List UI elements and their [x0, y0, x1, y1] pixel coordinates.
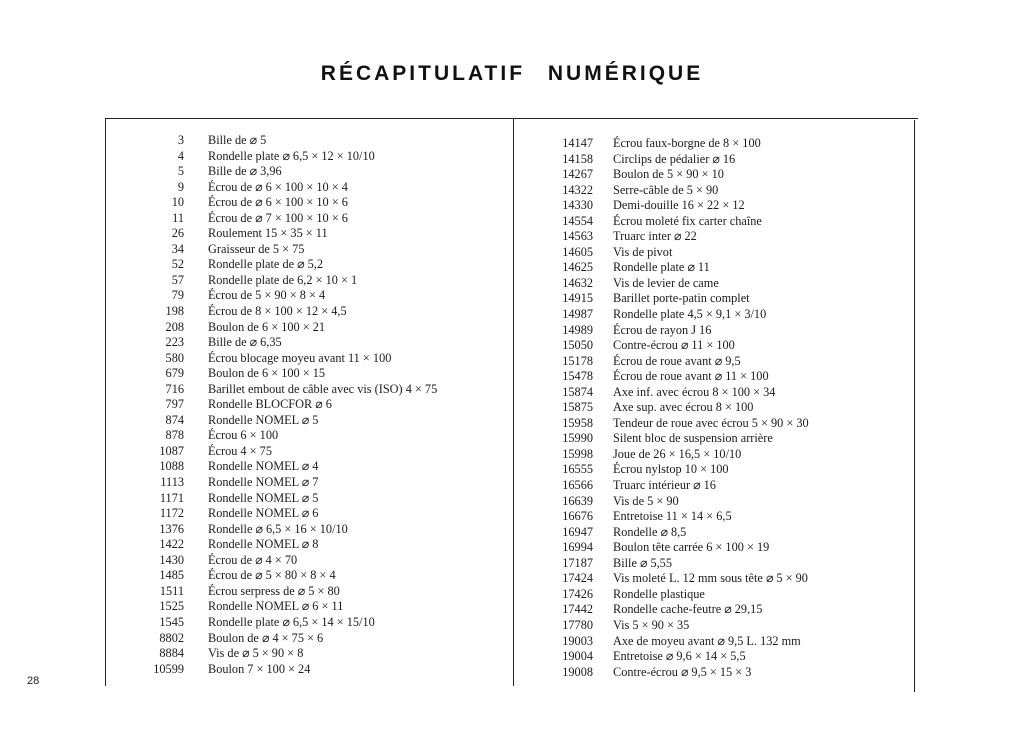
part-description: Rondelle plate 4,5 × 9,1 × 3/10: [613, 307, 767, 322]
part-description: Rondelle plastique: [613, 586, 705, 601]
part-number: 52: [171, 257, 184, 272]
part-description: Écrou de roue avant ⌀ 9,5: [613, 353, 741, 368]
part-number: 17780: [562, 617, 593, 632]
part-description: Rondelle ⌀ 8,5: [613, 524, 687, 539]
list-item: [110, 211, 510, 227]
list-item: [517, 400, 912, 416]
part-number: 4: [177, 148, 184, 163]
part-number: 1525: [159, 599, 184, 614]
part-number: 17424: [562, 571, 593, 586]
list-item: [517, 214, 912, 230]
page-title: RÉCAPITULATIF NUMÉRIQUE: [320, 62, 704, 85]
part-description: Rondelle NOMEL ⌀ 5: [208, 412, 319, 427]
part-description: Vis moleté L. 12 mm sous tête ⌀ 5 × 90: [613, 571, 808, 586]
part-description: Bille de ⌀ 3,96: [208, 164, 282, 179]
list-item: [517, 245, 912, 261]
part-description: Boulon 7 × 100 × 24: [208, 661, 311, 676]
part-number: 10599: [153, 661, 184, 676]
part-number: 1430: [159, 552, 184, 567]
list-item: [517, 634, 912, 650]
list-item: [517, 649, 912, 665]
part-description: Rondelle BLOCFOR ⌀ 6: [208, 397, 332, 412]
list-item: [110, 615, 510, 631]
part-number: 79: [171, 288, 184, 303]
list-item: [517, 447, 912, 463]
part-number: 15050: [562, 338, 593, 353]
part-description: Écrou blocage moyeu avant 11 × 100: [208, 350, 392, 365]
part-number: 797: [165, 397, 184, 412]
part-description: Axe sup. avec écrou 8 × 100: [613, 400, 754, 415]
part-number: 16566: [562, 478, 593, 493]
part-number: 14267: [562, 167, 593, 182]
list-item: [110, 335, 510, 351]
part-number: 9: [177, 179, 184, 194]
part-description: Vis de ⌀ 5 × 90 × 8: [208, 646, 304, 661]
part-description: Écrou de ⌀ 7 × 100 × 10 × 6: [208, 210, 348, 225]
page-number: 28: [27, 675, 40, 687]
list-item: [517, 385, 912, 401]
part-number: 878: [165, 428, 184, 443]
part-number: 1113: [160, 475, 184, 490]
list-item: [110, 288, 510, 304]
part-description: Serre-câble de 5 × 90: [613, 182, 719, 197]
list-item: [517, 587, 912, 603]
list-item: [110, 304, 510, 320]
list-item: [517, 183, 912, 199]
part-description: Rondelle plate de 6,2 × 10 × 1: [208, 272, 358, 287]
part-description: Écrou de ⌀ 6 × 100 × 10 × 6: [208, 195, 348, 210]
list-item: [517, 602, 912, 618]
part-description: Boulon de 6 × 100 × 15: [208, 366, 326, 381]
part-number: 19004: [562, 649, 593, 664]
part-description: Rondelle ⌀ 6,5 × 16 × 10/10: [208, 521, 348, 536]
list-item: [110, 351, 510, 367]
part-description: Écrou de roue avant ⌀ 11 × 100: [613, 369, 769, 384]
list-item: [517, 540, 912, 556]
part-number: 679: [165, 366, 184, 381]
part-number: 1485: [159, 568, 184, 583]
part-description: Boulon de ⌀ 4 × 75 × 6: [208, 630, 324, 645]
part-description: Rondelle NOMEL ⌀ 8: [208, 537, 319, 552]
list-item: [110, 459, 510, 475]
parts-list-right: [517, 136, 912, 680]
part-number: 57: [171, 272, 184, 287]
part-number: 17426: [562, 586, 593, 601]
part-description: Tendeur de roue avec écrou 5 × 90 × 30: [613, 415, 809, 430]
part-description: Bille ⌀ 5,55: [613, 555, 672, 570]
part-number: 15178: [562, 353, 593, 368]
list-item: [110, 646, 510, 662]
list-item: [517, 494, 912, 510]
part-number: 1087: [159, 443, 184, 458]
part-number: 14158: [562, 151, 593, 166]
part-number: 14330: [562, 198, 593, 213]
part-number: 223: [165, 335, 184, 350]
part-number: 14987: [562, 307, 593, 322]
list-item: [110, 382, 510, 398]
part-description: Rondelle plate ⌀ 6,5 × 12 × 10/10: [208, 148, 375, 163]
list-item: [110, 553, 510, 569]
part-description: Demi-douille 16 × 22 × 12: [613, 198, 745, 213]
table-top-rule: [106, 118, 918, 119]
part-description: Boulon de 5 × 90 × 10: [613, 167, 724, 182]
list-item: [517, 509, 912, 525]
list-item: [110, 273, 510, 289]
part-number: 5: [177, 164, 184, 179]
part-number: 580: [165, 350, 184, 365]
list-item: [517, 152, 912, 168]
list-item: [517, 260, 912, 276]
list-item: [110, 149, 510, 165]
part-number: 15958: [562, 415, 593, 430]
part-number: 17442: [562, 602, 593, 617]
part-number: 1376: [159, 521, 184, 536]
part-number: 208: [165, 319, 184, 334]
list-item: [110, 320, 510, 336]
part-number: 3: [177, 133, 184, 147]
part-description: Barillet porte-patin complet: [613, 291, 750, 306]
part-description: Écrou de rayon J 16: [613, 322, 712, 337]
part-description: Contre-écrou ⌀ 11 × 100: [613, 338, 735, 353]
list-item: [517, 323, 912, 339]
list-item: [110, 413, 510, 429]
table-right-rule: [914, 120, 915, 692]
part-number: 874: [165, 412, 184, 427]
part-description: Joue de 26 × 16,5 × 10/10: [613, 446, 742, 461]
part-number: 716: [165, 381, 184, 396]
list-item: [110, 257, 510, 273]
part-description: Écrou de ⌀ 4 × 70: [208, 552, 298, 567]
list-item: [517, 167, 912, 183]
part-description: Écrou 6 × 100: [208, 428, 279, 443]
part-description: Écrou moleté fix carter chaîne: [613, 213, 762, 228]
part-description: Écrou nylstop 10 × 100: [613, 462, 729, 477]
part-number: 19008: [562, 664, 593, 679]
list-item: [110, 366, 510, 382]
list-item: [517, 618, 912, 634]
part-description: Écrou de 5 × 90 × 8 × 4: [208, 288, 326, 303]
list-item: [110, 133, 510, 149]
part-number: 14605: [562, 244, 593, 259]
part-number: 16555: [562, 462, 593, 477]
part-number: 26: [171, 226, 184, 241]
part-number: 1088: [159, 459, 184, 474]
part-number: 15998: [562, 446, 593, 461]
part-description: Écrou serpress de ⌀ 5 × 80: [208, 583, 340, 598]
part-number: 1422: [159, 537, 184, 552]
part-number: 14989: [562, 322, 593, 337]
list-item: [110, 662, 510, 678]
part-number: 16676: [562, 509, 593, 524]
list-item: [517, 556, 912, 572]
list-item: [517, 665, 912, 681]
part-description: Écrou faux-borgne de 8 × 100: [613, 136, 761, 150]
part-description: Écrou de ⌀ 6 × 100 × 10 × 4: [208, 179, 348, 194]
part-number: 16994: [562, 540, 593, 555]
part-description: Bille de ⌀ 6,35: [208, 335, 282, 350]
part-description: Rondelle NOMEL ⌀ 5: [208, 490, 319, 505]
part-number: 15990: [562, 431, 593, 446]
part-description: Rondelle NOMEL ⌀ 4: [208, 459, 319, 474]
list-item: [110, 226, 510, 242]
part-description: Contre-écrou ⌀ 9,5 × 15 × 3: [613, 664, 752, 679]
list-item: [110, 537, 510, 553]
part-description: Boulon de 6 × 100 × 21: [208, 319, 326, 334]
list-item: [517, 291, 912, 307]
part-description: Rondelle plate ⌀ 6,5 × 14 × 15/10: [208, 614, 375, 629]
list-item: [110, 631, 510, 647]
list-item: [517, 229, 912, 245]
list-item: [110, 506, 510, 522]
list-item: [110, 568, 510, 584]
list-item: [110, 599, 510, 615]
part-description: Graisseur de 5 × 75: [208, 241, 305, 256]
part-number: 1545: [159, 614, 184, 629]
list-item: [517, 431, 912, 447]
list-item: [517, 307, 912, 323]
part-number: 14322: [562, 182, 593, 197]
list-item: [517, 525, 912, 541]
table-column-divider: [513, 118, 514, 686]
part-description: Entretoise 11 × 14 × 6,5: [613, 509, 732, 524]
list-item: [110, 444, 510, 460]
part-number: 1171: [159, 490, 184, 505]
list-item: [110, 522, 510, 538]
part-description: Écrou de ⌀ 5 × 80 × 8 × 4: [208, 568, 336, 583]
part-number: 14625: [562, 260, 593, 275]
part-description: Truarc inter ⌀ 22: [613, 229, 697, 244]
part-number: 8802: [159, 630, 184, 645]
part-description: Rondelle NOMEL ⌀ 6: [208, 506, 319, 521]
part-description: Entretoise ⌀ 9,6 × 14 × 5,5: [613, 649, 746, 664]
part-description: Barillet embout de câble avec vis (ISO) 4 × 75: [208, 381, 438, 396]
part-number: 34: [171, 241, 184, 256]
part-description: Rondelle cache-feutre ⌀ 29,15: [613, 602, 763, 617]
part-number: 1511: [159, 583, 184, 598]
part-description: Axe de moyeu avant ⌀ 9,5 L. 132 mm: [613, 633, 801, 648]
part-number: 16947: [562, 524, 593, 539]
part-number: 14915: [562, 291, 593, 306]
part-description: Bille de ⌀ 5: [208, 133, 267, 147]
list-item: [517, 136, 912, 152]
part-number: 1172: [159, 506, 184, 521]
part-number: 19003: [562, 633, 593, 648]
list-item: [517, 276, 912, 292]
part-description: Boulon tête carrée 6 × 100 × 19: [613, 540, 770, 555]
part-description: Rondelle NOMEL ⌀ 7: [208, 475, 319, 490]
part-number: 17187: [562, 555, 593, 570]
list-item: [110, 491, 510, 507]
part-description: Vis de pivot: [613, 244, 673, 259]
part-number: 15875: [562, 400, 593, 415]
list-item: [517, 416, 912, 432]
list-item: [517, 354, 912, 370]
list-item: [110, 195, 510, 211]
parts-list-left: [110, 133, 510, 677]
list-item: [110, 397, 510, 413]
list-item: [110, 428, 510, 444]
list-item: [517, 198, 912, 214]
list-item: [517, 462, 912, 478]
part-number: 16639: [562, 493, 593, 508]
part-number: 15874: [562, 384, 593, 399]
list-item: [110, 180, 510, 196]
part-number: 10: [171, 195, 184, 210]
part-number: 14147: [562, 136, 593, 150]
part-number: 198: [165, 304, 184, 319]
part-description: Vis de levier de came: [613, 275, 719, 290]
part-description: Roulement 15 × 35 × 11: [208, 226, 328, 241]
part-number: 15478: [562, 369, 593, 384]
table-left-rule: [105, 118, 106, 686]
list-item: [110, 584, 510, 600]
part-number: 14563: [562, 229, 593, 244]
list-item: [517, 571, 912, 587]
list-item: [517, 338, 912, 354]
part-description: Rondelle plate ⌀ 11: [613, 260, 710, 275]
part-number: 11: [172, 210, 184, 225]
part-number: 8884: [159, 646, 184, 661]
list-item: [110, 475, 510, 491]
part-description: Truarc intérieur ⌀ 16: [613, 478, 716, 493]
list-item: [110, 242, 510, 258]
part-description: Circlips de pédalier ⌀ 16: [613, 151, 736, 166]
part-number: 14632: [562, 275, 593, 290]
part-number: 14554: [562, 213, 593, 228]
part-description: Rondelle plate de ⌀ 5,2: [208, 257, 323, 272]
list-item: [517, 478, 912, 494]
part-description: Axe inf. avec écrou 8 × 100 × 34: [613, 384, 776, 399]
list-item: [517, 369, 912, 385]
part-description: Vis de 5 × 90: [613, 493, 679, 508]
part-description: Rondelle NOMEL ⌀ 6 × 11: [208, 599, 344, 614]
part-description: Silent bloc de suspension arrière: [613, 431, 773, 446]
part-description: Écrou 4 × 75: [208, 443, 272, 458]
part-description: Écrou de 8 × 100 × 12 × 4,5: [208, 304, 347, 319]
part-description: Vis 5 × 90 × 35: [613, 617, 690, 632]
list-item: [110, 164, 510, 180]
